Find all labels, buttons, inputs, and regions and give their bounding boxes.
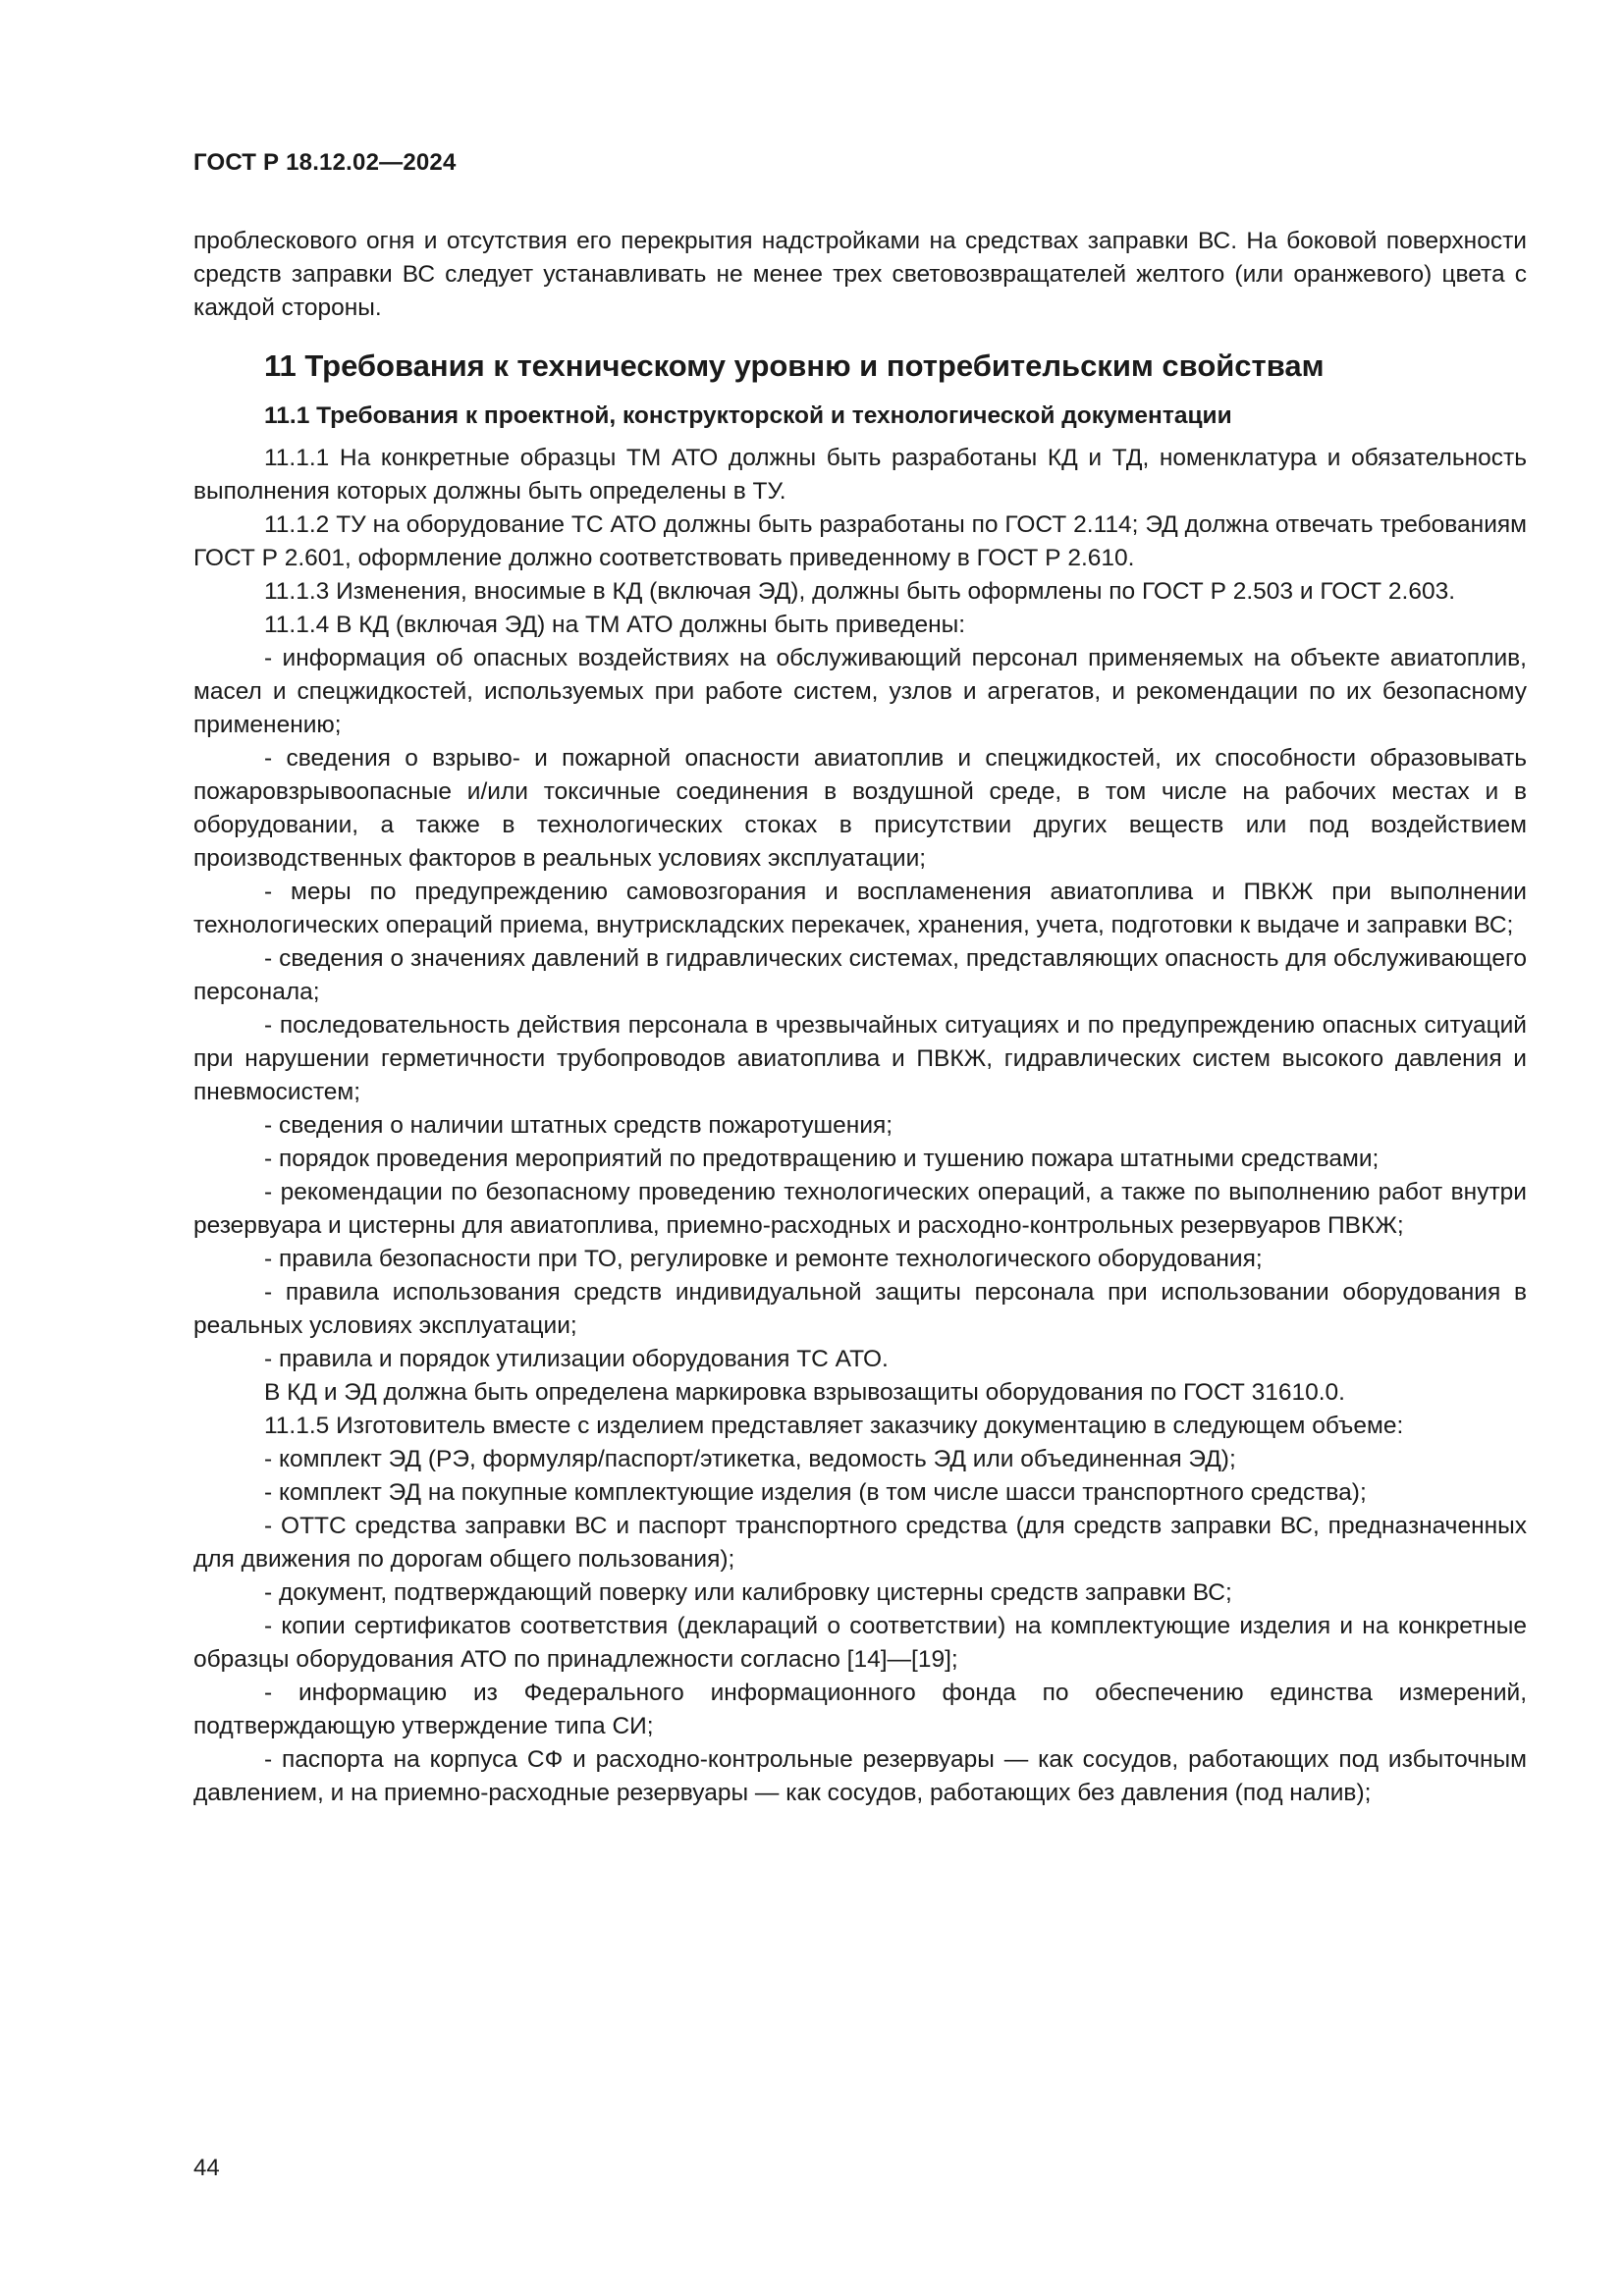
paragraph: 11.1.1 На конкретные образцы ТМ АТО должны быть разработаны КД и ТД, номенклатура и обязательность выполнения которых должны быть определены в ТУ. <box>193 445 1527 505</box>
paragraph: 11.1.5 Изготовитель вместе с изделием представляет заказчику документацию в следующем объеме: <box>264 1413 1404 1439</box>
list-item: - порядок проведения мероприятий по предотвращению и тушению пожара штатными средствами; <box>264 1146 1380 1172</box>
list-item: - рекомендации по безопасному проведению технологических операций, а также по выполнению работ внутри резервуара и цистерны для авиатоплива, приемно-расходных и расходно-контрольных резервуаров ПВКЖ; <box>193 1179 1527 1239</box>
paragraph: 11.1.3 Изменения, вносимые в КД (включая ЭД), должны быть оформлены по ГОСТ Р 2.503 и ГОСТ 2.603. <box>264 578 1456 605</box>
list-item: - документ, подтверждающий поверку или калибровку цистерны средств заправки ВС; <box>264 1579 1232 1606</box>
list-item: - информацию из Федерального информационного фонда по обеспечению единства измерений, подтверждающую утверждение типа СИ; <box>193 1680 1527 1739</box>
list-item: - информация об опасных воздействиях на обслуживающий персонал применяемых на объекте авиатоплив, масел и спецжидкостей, используемых при работе систем, узлов и агрегатов, и рекомендации по их безопасному применению; <box>193 645 1527 738</box>
subsection-title: 11.1 Требования к проектной, конструкторской и технологической документации <box>264 402 1232 429</box>
list-item: - правила безопасности при ТО, регулировке и ремонте технологического оборудования; <box>264 1246 1263 1272</box>
list-item: - паспорта на корпуса СФ и расходно-контрольные резервуары — как сосудов, работающих под избыточным давлением, и на приемно-расходные резервуары — как сосудов, работающих без давления (под налив); <box>193 1746 1527 1806</box>
section-title: 11 Требования к техническому уровню и потребительским свойствам <box>264 348 1325 383</box>
paragraph: 11.1.4 В КД (включая ЭД) на ТМ АТО должны быть приведены: <box>264 612 966 638</box>
list-item: - правила и порядок утилизации оборудования ТС АТО. <box>264 1346 889 1372</box>
list-item: - копии сертификатов соответствия (деклараций о соответствии) на комплектующие изделия и на конкретные образцы оборудования АТО по принадлежности согласно [14]—[19]; <box>193 1613 1527 1673</box>
paragraph: 11.1.2 ТУ на оборудование ТС АТО должны быть разработаны по ГОСТ 2.114; ЭД должна отвечать требованиям ГОСТ Р 2.601, оформление должно соответствовать приведенному в ГОСТ Р 2.610. <box>193 511 1527 571</box>
continuation-paragraph: проблескового огня и отсутствия его перекрытия надстройками на средствах заправки ВС. На боковой поверхности средств заправки ВС следует устанавливать не менее трех световозвращателей желтого (или оранжевого) цвета с каждой стороны. <box>193 228 1527 321</box>
list-item: - сведения о значениях давлений в гидравлических системах, представляющих опасность для обслуживающего персонала; <box>193 945 1527 1005</box>
list-item: - сведения о наличии штатных средств пожаротушения; <box>264 1112 893 1139</box>
paragraph: В КД и ЭД должна быть определена маркировка взрывозащиты оборудования по ГОСТ 31610.0. <box>264 1379 1345 1406</box>
list-item: - меры по предупреждению самовозгорания и воспламенения авиатоплива и ПВКЖ при выполнении технологических операций приема, внутрискладских перекачек, хранения, учета, подготовки к выдаче и заправки ВС; <box>193 879 1527 938</box>
list-item: - правила использования средств индивидуальной защиты персонала при использовании оборудования в реальных условиях эксплуатации; <box>193 1279 1527 1339</box>
document-header: ГОСТ Р 18.12.02—2024 <box>193 149 457 176</box>
list-item: - последовательность действия персонала в чрезвычайных ситуациях и по предупреждению опасных ситуаций при нарушении герметичности трубопроводов авиатоплива и ПВКЖ, гидравлических систем высокого давления и пневмосистем; <box>193 1012 1527 1105</box>
list-item: - сведения о взрыво- и пожарной опасности авиатоплив и спецжидкостей, их способности образовывать пожаровзрывоопасные и/или токсичные соединения в воздушной среде, в том числе на рабочих местах и в оборудовании, а также в технологических стоках в присутствии других веществ или под воздействием производственных факторов в реальных условиях эксплуатации; <box>193 745 1527 872</box>
list-item: - комплект ЭД на покупные комплектующие изделия (в том числе шасси транспортного средства); <box>264 1479 1367 1506</box>
page-number: 44 <box>193 2155 220 2181</box>
list-item: - комплект ЭД (РЭ, формуляр/паспорт/этикетка, ведомость ЭД или объединенная ЭД); <box>264 1446 1236 1472</box>
list-item: - ОТТС средства заправки ВС и паспорт транспортного средства (для средств заправки ВС, предназначенных для движения по дорогам общего пользования); <box>193 1513 1527 1573</box>
document-body <box>193 225 1527 1810</box>
document-page <box>193 0 1527 2296</box>
